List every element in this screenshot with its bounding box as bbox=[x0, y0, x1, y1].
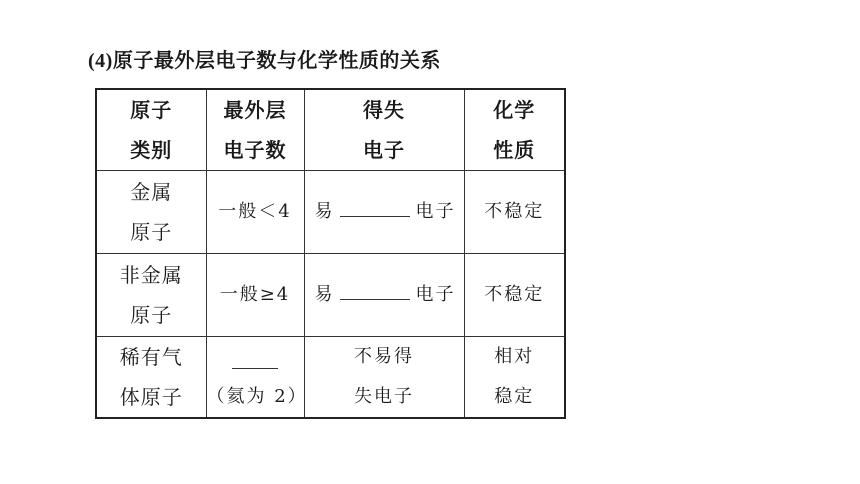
table-row-metal bbox=[96, 171, 565, 254]
category-cell: 金属 原子 bbox=[96, 171, 206, 254]
property-cell: 相对 稳定 bbox=[464, 337, 565, 419]
heading-number: (4) bbox=[88, 50, 113, 72]
category-cell: 非金属 原子 bbox=[96, 254, 206, 337]
gain-loss-suffix: 电子 bbox=[415, 201, 456, 222]
fill-in-blank[interactable] bbox=[340, 215, 410, 217]
fill-in-blank[interactable] bbox=[340, 298, 410, 300]
gain-loss-cell bbox=[304, 254, 464, 337]
category-cell: 稀有气 体原子 bbox=[96, 337, 206, 419]
property-cell: 不稳定 bbox=[464, 171, 565, 254]
atom-properties-table bbox=[95, 88, 566, 419]
header-outer-electrons: 最外层 电子数 bbox=[206, 89, 304, 171]
gain-loss-prefix: 易 bbox=[314, 201, 335, 222]
heading-text: 原子最外层电子数与化学性质的关系 bbox=[112, 48, 441, 72]
outer-electrons-cell bbox=[206, 337, 308, 419]
outer-electrons-cell: 一般≥4 bbox=[206, 254, 304, 337]
header-atom-category: 原子 类别 bbox=[96, 89, 206, 171]
gain-loss-prefix: 易 bbox=[314, 284, 335, 305]
section-heading bbox=[88, 44, 441, 73]
gain-loss-cell: 不易得 失电子 bbox=[304, 337, 464, 419]
property-cell: 不稳定 bbox=[464, 254, 565, 337]
header-chemical-property: 化学 性质 bbox=[464, 89, 565, 171]
helium-note: （氦为 2） bbox=[206, 386, 308, 407]
gain-loss-cell bbox=[304, 171, 464, 254]
table-row-nonmetal bbox=[96, 254, 565, 337]
outer-electrons-cell: 一般＜4 bbox=[206, 171, 304, 254]
fill-in-blank[interactable] bbox=[232, 346, 278, 369]
header-gain-loss: 得失 电子 bbox=[304, 89, 464, 171]
table-header-row bbox=[96, 89, 565, 171]
table-row-noble-gas bbox=[96, 337, 565, 419]
gain-loss-suffix: 电子 bbox=[415, 284, 456, 305]
